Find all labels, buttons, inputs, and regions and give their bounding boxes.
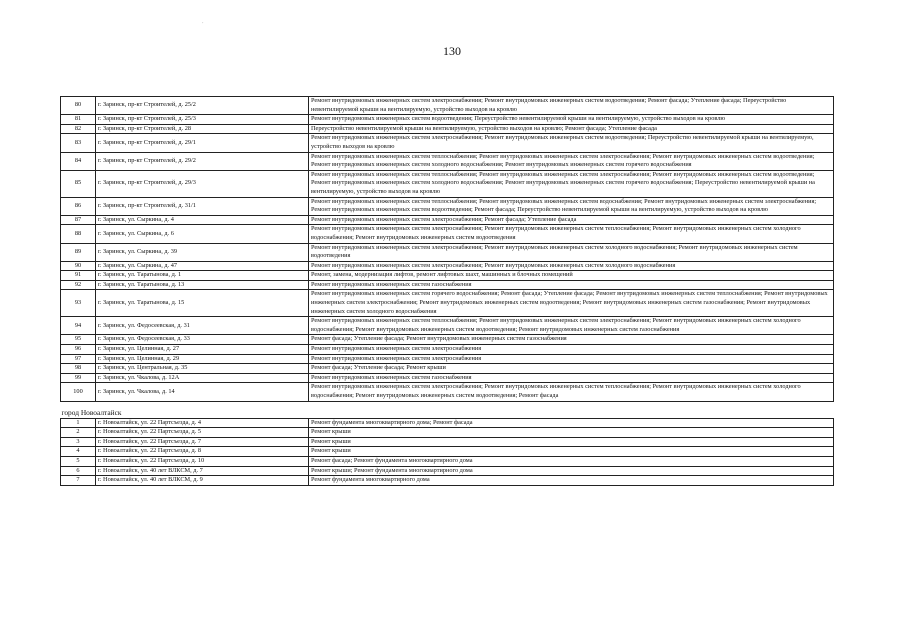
capital-repair-table-container bbox=[60, 96, 830, 486]
address-cell: г. Заринск, ул. Целинная, д. 27 bbox=[96, 345, 309, 355]
row-number-cell: 85 bbox=[61, 170, 96, 197]
row-number-cell: 98 bbox=[61, 364, 96, 374]
address-cell: г. Заринск, ул. Таратынова, д. 1 bbox=[96, 271, 309, 281]
row-number-cell: 91 bbox=[61, 271, 96, 281]
works-cell: Ремонт, замена, модернизация лифтов, ремонт лифтовых шахт, машинных и блочных помещений bbox=[309, 271, 834, 281]
capital-repair-table bbox=[60, 96, 834, 486]
row-number-cell: 4 bbox=[61, 447, 96, 457]
address-cell: г. Заринск, ул. Федосеевская, д. 31 bbox=[96, 317, 309, 335]
row-number-cell: 93 bbox=[61, 290, 96, 317]
works-cell: Ремонт фасада; Ремонт фундамента многоквартирного дома bbox=[309, 456, 834, 466]
address-cell: г. Заринск, пр-кт Строителей, д. 25/2 bbox=[96, 97, 309, 115]
address-cell: г. Заринск, ул. Федосеевская, д. 33 bbox=[96, 335, 309, 345]
table-row bbox=[61, 476, 834, 486]
row-number-cell: 97 bbox=[61, 354, 96, 364]
works-cell: Ремонт крыши; Ремонт фундамента многоквартирного дома bbox=[309, 466, 834, 476]
works-cell: Ремонт внутридомовых инженерных систем теплоснабжения; Ремонт внутридомовых инженерных систем электроснабжения; Ремонт внутридомовых инженерных систем водоотведения; Ремонт внутридомовых инженерных систем холодного водоснабжения; Ремонт внутридомовых инженерных систем горячего водоснабжения bbox=[309, 152, 834, 170]
address-cell: г. Новоалтайск, ул. 22 Партсъезда, д. 5 bbox=[96, 428, 309, 438]
row-number-cell: 1 bbox=[61, 418, 96, 428]
works-cell: Ремонт крыши bbox=[309, 428, 834, 438]
row-number-cell: 5 bbox=[61, 456, 96, 466]
table-row bbox=[61, 364, 834, 374]
row-number-cell: 100 bbox=[61, 383, 96, 401]
row-number-cell: 87 bbox=[61, 215, 96, 225]
table-row bbox=[61, 261, 834, 271]
works-cell: Ремонт внутридомовых инженерных систем теплоснабжения; Ремонт внутридомовых инженерных систем водоснабжения; Ремонт внутридомовых инженерных систем электроснабжения; Ремонт внутридомовых инженерных систем водоотведения; Ремонт фасада; Переустройство невентилируемой крыши на вентилируемую, устройство выходов на кровлю bbox=[309, 197, 834, 215]
table-row bbox=[61, 243, 834, 261]
row-number-cell: 2 bbox=[61, 428, 96, 438]
works-cell: Ремонт внутридомовых инженерных систем газоснабжения bbox=[309, 280, 834, 290]
table-row bbox=[61, 418, 834, 428]
works-cell: Ремонт внутридомовых инженерных систем электроснабжения bbox=[309, 345, 834, 355]
row-number-cell: 92 bbox=[61, 280, 96, 290]
table-row bbox=[61, 170, 834, 197]
address-cell: г. Заринск, ул. Чкалова, д. 14 bbox=[96, 383, 309, 401]
table-row bbox=[61, 215, 834, 225]
row-number-cell: 90 bbox=[61, 261, 96, 271]
address-cell: г. Заринск, пр-кт Строителей, д. 29/1 bbox=[96, 134, 309, 152]
works-cell: Ремонт крыши bbox=[309, 447, 834, 457]
table-row bbox=[61, 124, 834, 134]
address-cell: г. Заринск, ул. Целинная, д. 29 bbox=[96, 354, 309, 364]
works-cell: Ремонт внутридомовых инженерных систем электроснабжения; Ремонт внутридомовых инженерных систем холодного водоснабжения; Ремонт внутридомовых инженерных систем водоотведения bbox=[309, 243, 834, 261]
page-number: 130 bbox=[443, 44, 461, 58]
row-number-cell: 84 bbox=[61, 152, 96, 170]
works-cell: Ремонт внутридомовых инженерных систем горячего водоснабжения; Ремонт фасада; Утепление фасада; Ремонт внутридомовых инженерных систем теплоснабжения; Ремонт внутридомовых инженерных систем электроснабжения; Ремонт внутридомовых инженерных систем водоотведения; Ремонт внутридомовых инженерных систем газоснабжения; Ремонт внутридомовых инженерных систем холодного водоснабжения bbox=[309, 290, 834, 317]
address-cell: г. Новоалтайск, ул. 40 лет ВЛКСМ, д. 7 bbox=[96, 466, 309, 476]
table-row bbox=[61, 97, 834, 115]
address-cell: г. Заринск, пр-кт Строителей, д. 31/1 bbox=[96, 197, 309, 215]
table-row bbox=[61, 152, 834, 170]
table-row bbox=[61, 447, 834, 457]
table-row bbox=[61, 354, 834, 364]
table-row bbox=[61, 428, 834, 438]
address-cell: г. Новоалтайск, ул. 22 Партсъезда, д. 10 bbox=[96, 456, 309, 466]
row-number-cell: 94 bbox=[61, 317, 96, 335]
row-number-cell: 83 bbox=[61, 134, 96, 152]
table-row bbox=[61, 466, 834, 476]
address-cell: г. Новоалтайск, ул. 22 Партсъезда, д. 7 bbox=[96, 437, 309, 447]
works-cell: Ремонт фасада; Утепление фасада; Ремонт крыши bbox=[309, 364, 834, 374]
row-number-cell: 81 bbox=[61, 115, 96, 125]
address-cell: г. Заринск, ул. Сыркина, д. 47 bbox=[96, 261, 309, 271]
address-cell: г. Заринск, ул. Сыркина, д. 4 bbox=[96, 215, 309, 225]
works-cell: Ремонт внутридомовых инженерных систем электроснабжения; Ремонт внутридомовых инженерных систем теплоснабжения; Ремонт внутридомовых инженерных систем холодного водоснабжения; Ремонт внутридомовых инженерных систем водоотведения bbox=[309, 225, 834, 243]
works-cell: Ремонт фасада; Утепление фасада; Ремонт внутридомовых инженерных систем газоснабжения bbox=[309, 335, 834, 345]
works-cell: Ремонт внутридомовых инженерных систем теплоснабжения; Ремонт внутридомовых инженерных систем электроснабжения; Ремонт внутридомовых инженерных систем холодного водоснабжения; Ремонт внутридомовых инженерных систем водоотведения; Ремонт внутридомовых инженерных систем газоснабжения bbox=[309, 317, 834, 335]
table-row bbox=[61, 383, 834, 401]
table-row bbox=[61, 271, 834, 281]
table-row bbox=[61, 373, 834, 383]
row-number-cell: 89 bbox=[61, 243, 96, 261]
section-title: город Новоалтайск bbox=[61, 407, 122, 417]
row-number-cell: 3 bbox=[61, 437, 96, 447]
scan-artifact-mark: ˙ bbox=[202, 23, 204, 28]
row-number-cell: 80 bbox=[61, 97, 96, 115]
works-cell: Ремонт внутридомовых инженерных систем электроснабжения; Ремонт фасада; Утепление фасада bbox=[309, 215, 834, 225]
table-row bbox=[61, 280, 834, 290]
row-number-cell: 82 bbox=[61, 124, 96, 134]
row-number-cell: 99 bbox=[61, 373, 96, 383]
address-cell: г. Заринск, пр-кт Строителей, д. 25/3 bbox=[96, 115, 309, 125]
works-cell: Ремонт внутридомовых инженерных систем водоотведения; Переустройство невентилируемой крыши на вентилируемую, устройство выходов на кровлю bbox=[309, 115, 834, 125]
address-cell: г. Заринск, ул. Сыркина, д. 39 bbox=[96, 243, 309, 261]
row-number-cell: 86 bbox=[61, 197, 96, 215]
works-cell: Ремонт внутридомовых инженерных систем теплоснабжения; Ремонт внутридомовых инженерных систем электроснабжения; Ремонт внутридомовых инженерных систем водоотведения; Ремонт внутридомовых инженерных систем холодного водоснабжения; Ремонт внутридомовых инженерных систем горячего водоснабжения; Переустройство невентилируемой крыши на вентилируемую, устройство выходов на кровлю bbox=[309, 170, 834, 197]
table-row bbox=[61, 197, 834, 215]
address-cell: г. Новоалтайск, ул. 22 Партсъезда, д. 8 bbox=[96, 447, 309, 457]
works-cell: Ремонт внутридомовых инженерных систем электроснабжения; Ремонт внутридомовых инженерных систем водоотведения; Переустройство невентилируемой крыши на вентилируемую, устройство выходов на кровлю bbox=[309, 134, 834, 152]
address-cell: г. Заринск, пр-кт Строителей, д. 29/2 bbox=[96, 152, 309, 170]
address-cell: г. Новоалтайск, ул. 40 лет ВЛКСМ, д. 9 bbox=[96, 476, 309, 486]
works-cell: Переустройство невентилируемой крыши на вентилируемую, устройство выходов на кровлю; Ремонт фасада; Утепление фасада bbox=[309, 124, 834, 134]
table-row bbox=[61, 290, 834, 317]
works-cell: Ремонт внутридомовых инженерных систем электроснабжения; Ремонт внутридомовых инженерных систем теплоснабжения; Ремонт внутридомовых инженерных систем холодного водоснабжения; Ремонт внутридомовых инженерных систем водоотведения; Ремонт фасада bbox=[309, 383, 834, 401]
works-cell: Ремонт фундамента многоквартирного дома; Ремонт фасада bbox=[309, 418, 834, 428]
address-cell: г. Заринск, ул. Таратынова, д. 13 bbox=[96, 280, 309, 290]
works-cell: Ремонт внутридомовых инженерных систем электроснабжения; Ремонт внутридомовых инженерных систем водоотведения; Ремонт фасада; Утепление фасада; Переустройство невентилируемой крыши на вентилируемую, устройство выходов на кровлю bbox=[309, 97, 834, 115]
address-cell: г. Новоалтайск, ул. 22 Партсъезда, д. 4 bbox=[96, 418, 309, 428]
works-cell: Ремонт внутридомовых инженерных систем электроснабжения bbox=[309, 354, 834, 364]
table-row bbox=[61, 134, 834, 152]
table-row bbox=[61, 345, 834, 355]
table-row bbox=[61, 335, 834, 345]
row-number-cell: 95 bbox=[61, 335, 96, 345]
row-number-cell: 7 bbox=[61, 476, 96, 486]
table-body bbox=[61, 97, 834, 486]
row-number-cell: 6 bbox=[61, 466, 96, 476]
works-cell: Ремонт крыши bbox=[309, 437, 834, 447]
table-row bbox=[61, 317, 834, 335]
address-cell: г. Заринск, пр-кт Строителей, д. 28 bbox=[96, 124, 309, 134]
table-row bbox=[61, 437, 834, 447]
address-cell: г. Заринск, ул. Сыркина, д. 6 bbox=[96, 225, 309, 243]
table-row bbox=[61, 225, 834, 243]
table-row bbox=[61, 456, 834, 466]
row-number-cell: 96 bbox=[61, 345, 96, 355]
address-cell: г. Заринск, ул. Чкалова, д. 12А bbox=[96, 373, 309, 383]
section-row bbox=[61, 401, 834, 418]
table-row bbox=[61, 115, 834, 125]
works-cell: Ремонт внутридомовых инженерных систем газоснабжения bbox=[309, 373, 834, 383]
row-number-cell: 88 bbox=[61, 225, 96, 243]
address-cell: г. Заринск, ул. Таратынова, д. 15 bbox=[96, 290, 309, 317]
address-cell: г. Заринск, пр-кт Строителей, д. 29/3 bbox=[96, 170, 309, 197]
works-cell: Ремонт фундамента многоквартирного дома bbox=[309, 476, 834, 486]
works-cell: Ремонт внутридомовых инженерных систем электроснабжения; Ремонт внутридомовых инженерных систем холодного водоснабжения bbox=[309, 261, 834, 271]
address-cell: г. Заринск, ул. Центральная, д. 35 bbox=[96, 364, 309, 374]
